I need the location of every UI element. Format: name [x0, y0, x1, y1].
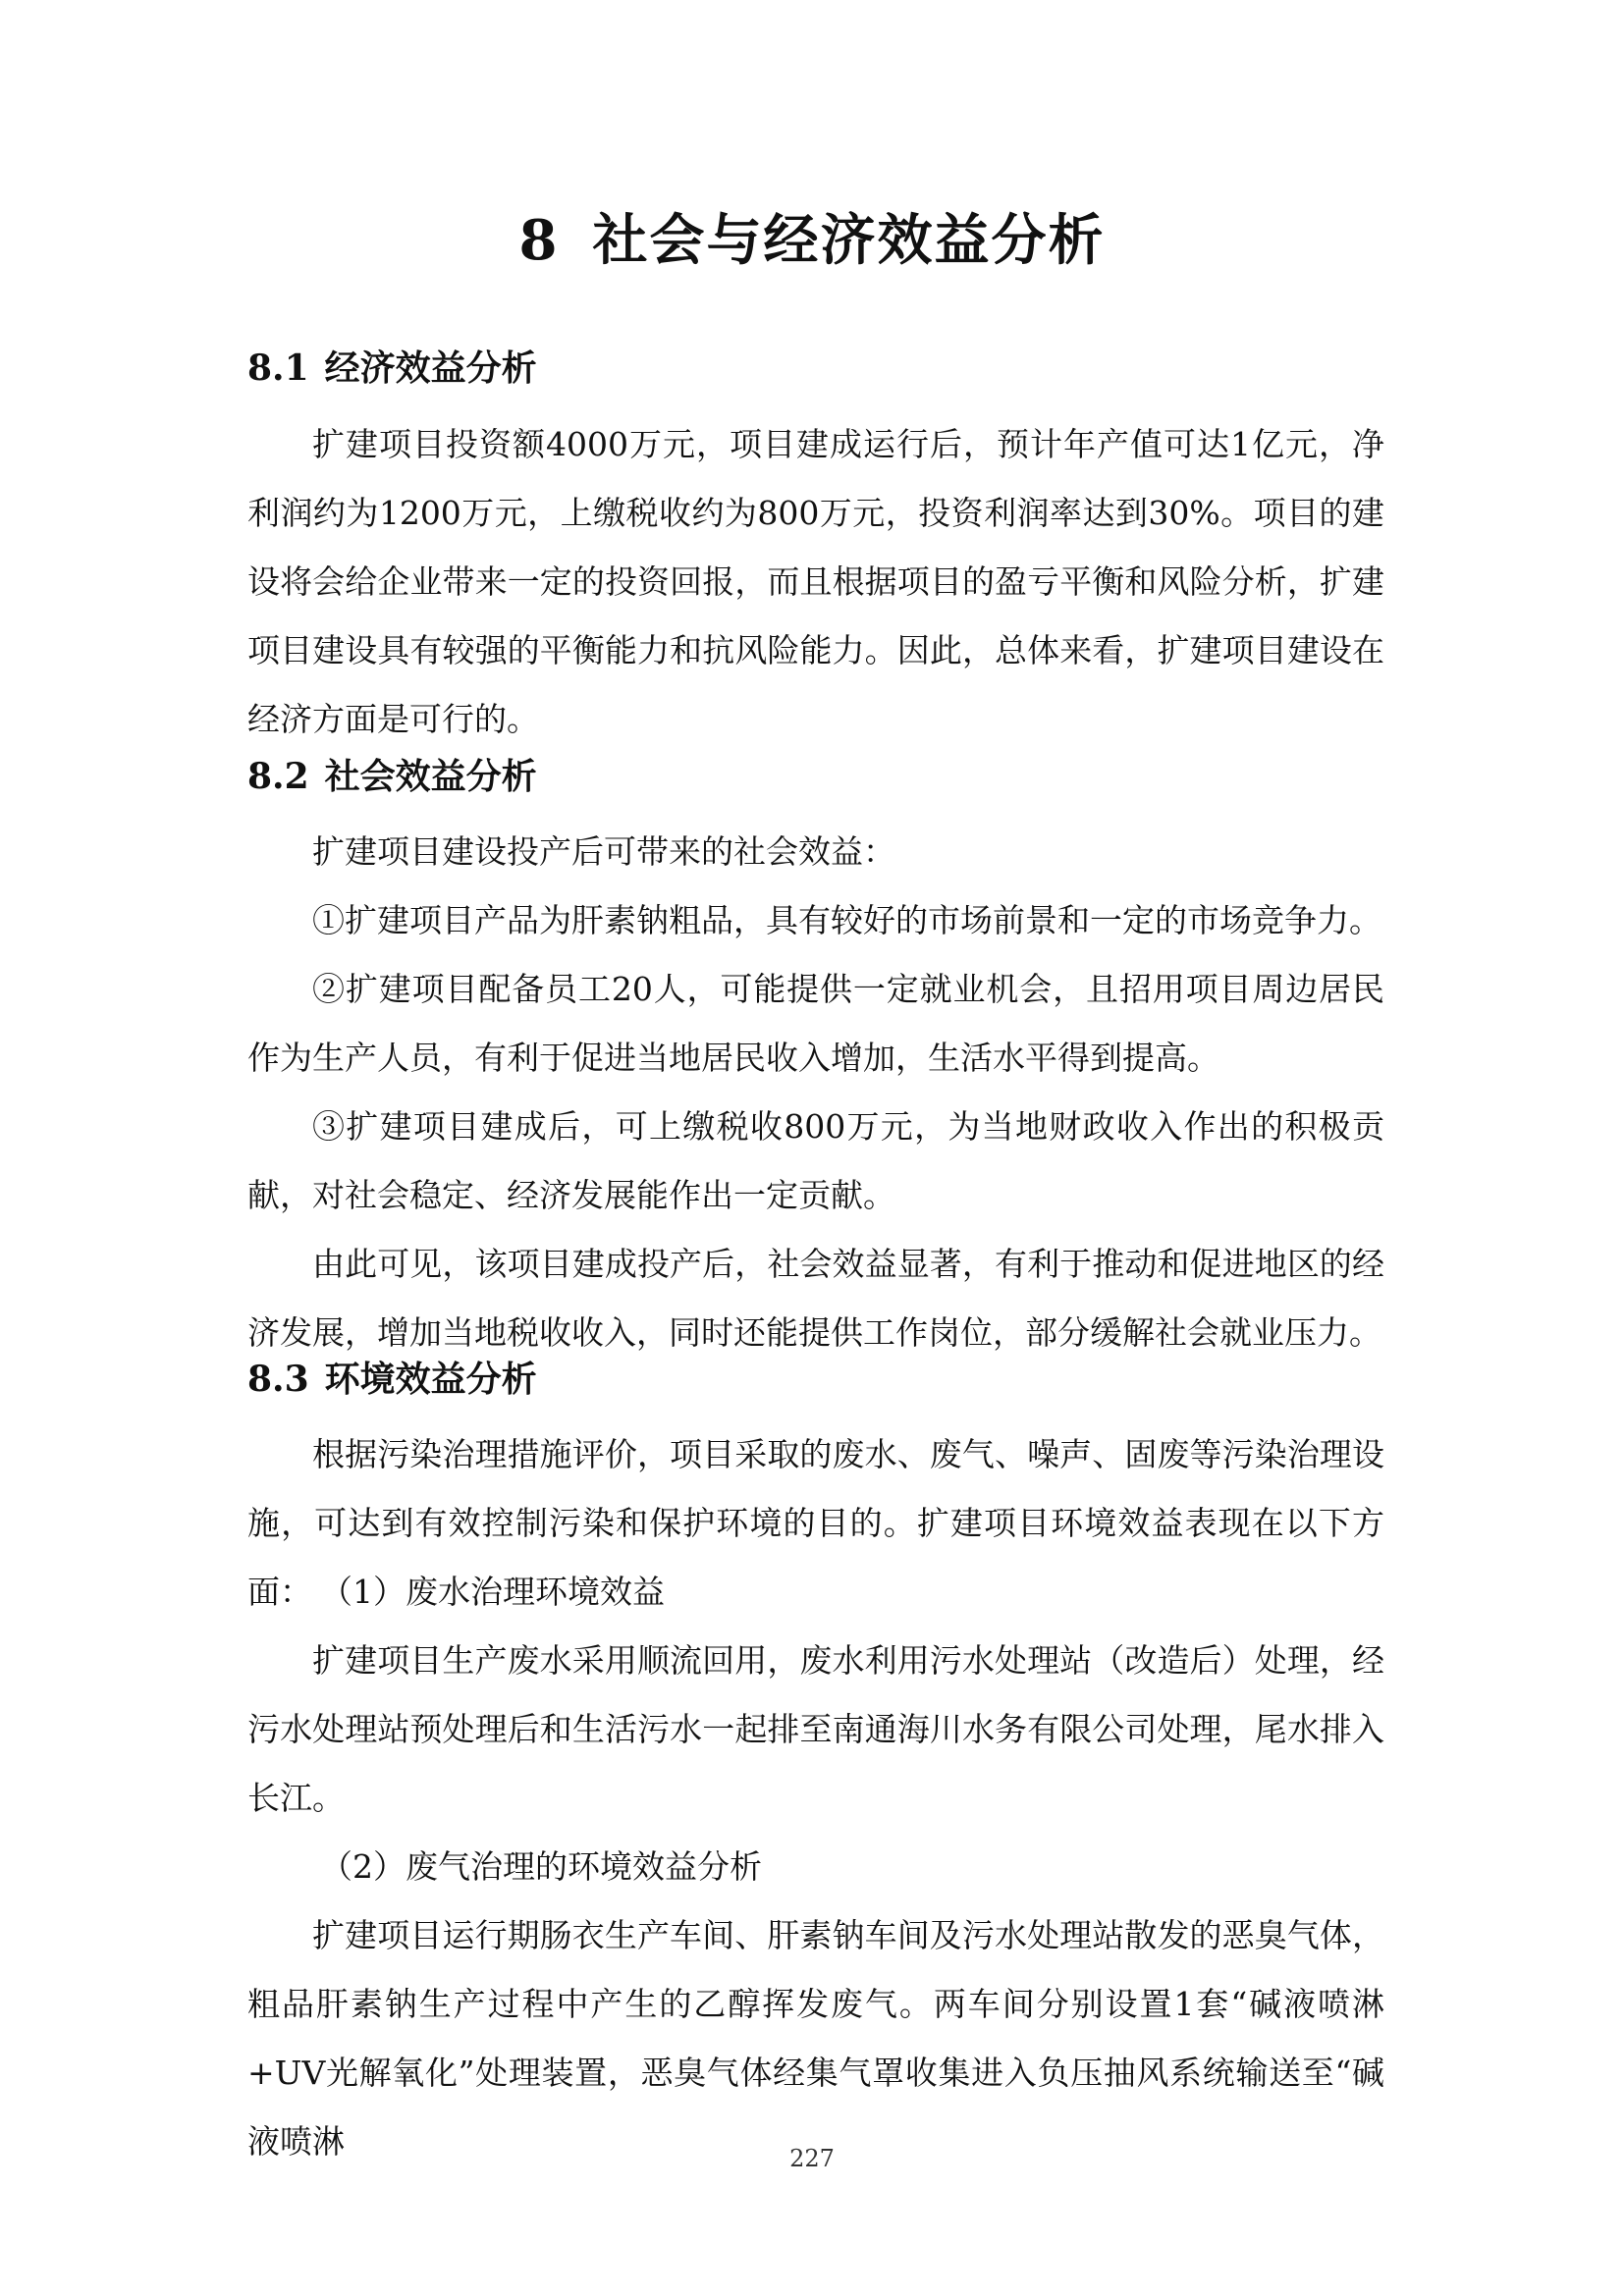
chapter-title [0, 201, 1624, 280]
page-number: 227 [789, 2145, 835, 2172]
paragraph-social-item-3: ③扩建项目建成后，可上缴税收800万元，为当地财政收入作出的积极贡献，对社会稳定、经济发展能作出一定贡献。 [247, 1107, 1384, 1214]
section-number: 8.1 [247, 347, 309, 389]
section-heading-8-1 [247, 344, 537, 393]
section-title: 社会效益分析 [324, 756, 537, 797]
paragraph-social-item-1: ①扩建项目产品为肝素钠粗品，具有较好的市场前景和一定的市场竞争力。 [312, 901, 1381, 939]
paragraph-social-conclusion: 由此可见，该项目建成投产后，社会效益显著，有利于推动和促进地区的经济发展，增加当地税收收入，同时还能提供工作岗位，部分缓解社会就业压力。 [247, 1245, 1384, 1352]
paragraph-economic-benefit: 扩建项目投资额4000万元，项目建成运行后，预计年产值可达1亿元，净利润约为1200万元，上缴税收约为800万元，投资利润率达到30%。项目的建设将会给企业带来一定的投资回报，而且根据项目的盈亏平衡和风险分析，扩建项目建设具有较强的平衡能力和抗风险能力。因此，总体来看，扩建项目建设在经济方面是可行的。 [247, 425, 1384, 738]
section-title: 环境效益分析 [324, 1359, 537, 1400]
paragraph-social-intro: 扩建项目建设投产后可带来的社会效益： [312, 832, 895, 871]
paragraph-wastewater: 扩建项目生产废水采用顺流回用，废水利用污水处理站（改造后）处理，经污水处理站预处理后和生活污水一起排至南通海川水务有限公司处理，尾水排入长江。 [247, 1641, 1384, 1817]
section-heading-8-2 [247, 752, 537, 801]
section-number: 8.3 [247, 1359, 309, 1400]
section-number: 8.2 [247, 756, 309, 797]
chapter-title-text: 社会与经济效益分析 [592, 208, 1106, 273]
chapter-number: 8 [518, 208, 560, 273]
paragraph-environment-intro: 根据污染治理措施评价，项目采取的废水、废气、噪声、固废等污染治理设施，可达到有效控制污染和保护环境的目的。扩建项目环境效益表现在以下方面： [247, 1435, 1384, 1611]
section-title: 经济效益分析 [324, 347, 537, 389]
subheading-waste-gas: （2）废气治理的环境效益分析 [320, 1847, 762, 1886]
paragraph-waste-gas: 扩建项目运行期肠衣生产车间、肝素钠车间及污水处理站散发的恶臭气体，粗品肝素钠生产过程中产生的乙醇挥发废气。两车间分别设置1套“碱液喷淋+UV光解氧化”处理装置，恶臭气体经集气罩收集进入负压抽风系统输送至“碱液喷淋 [247, 1916, 1384, 2161]
section-heading-8-3 [247, 1355, 537, 1404]
subheading-wastewater: （1）废水治理环境效益 [320, 1573, 665, 1611]
paragraph-social-item-2: ②扩建项目配备员工20人，可能提供一定就业机会，且招用项目周边居民作为生产人员，有利于促进当地居民收入增加，生活水平得到提高。 [247, 970, 1384, 1077]
